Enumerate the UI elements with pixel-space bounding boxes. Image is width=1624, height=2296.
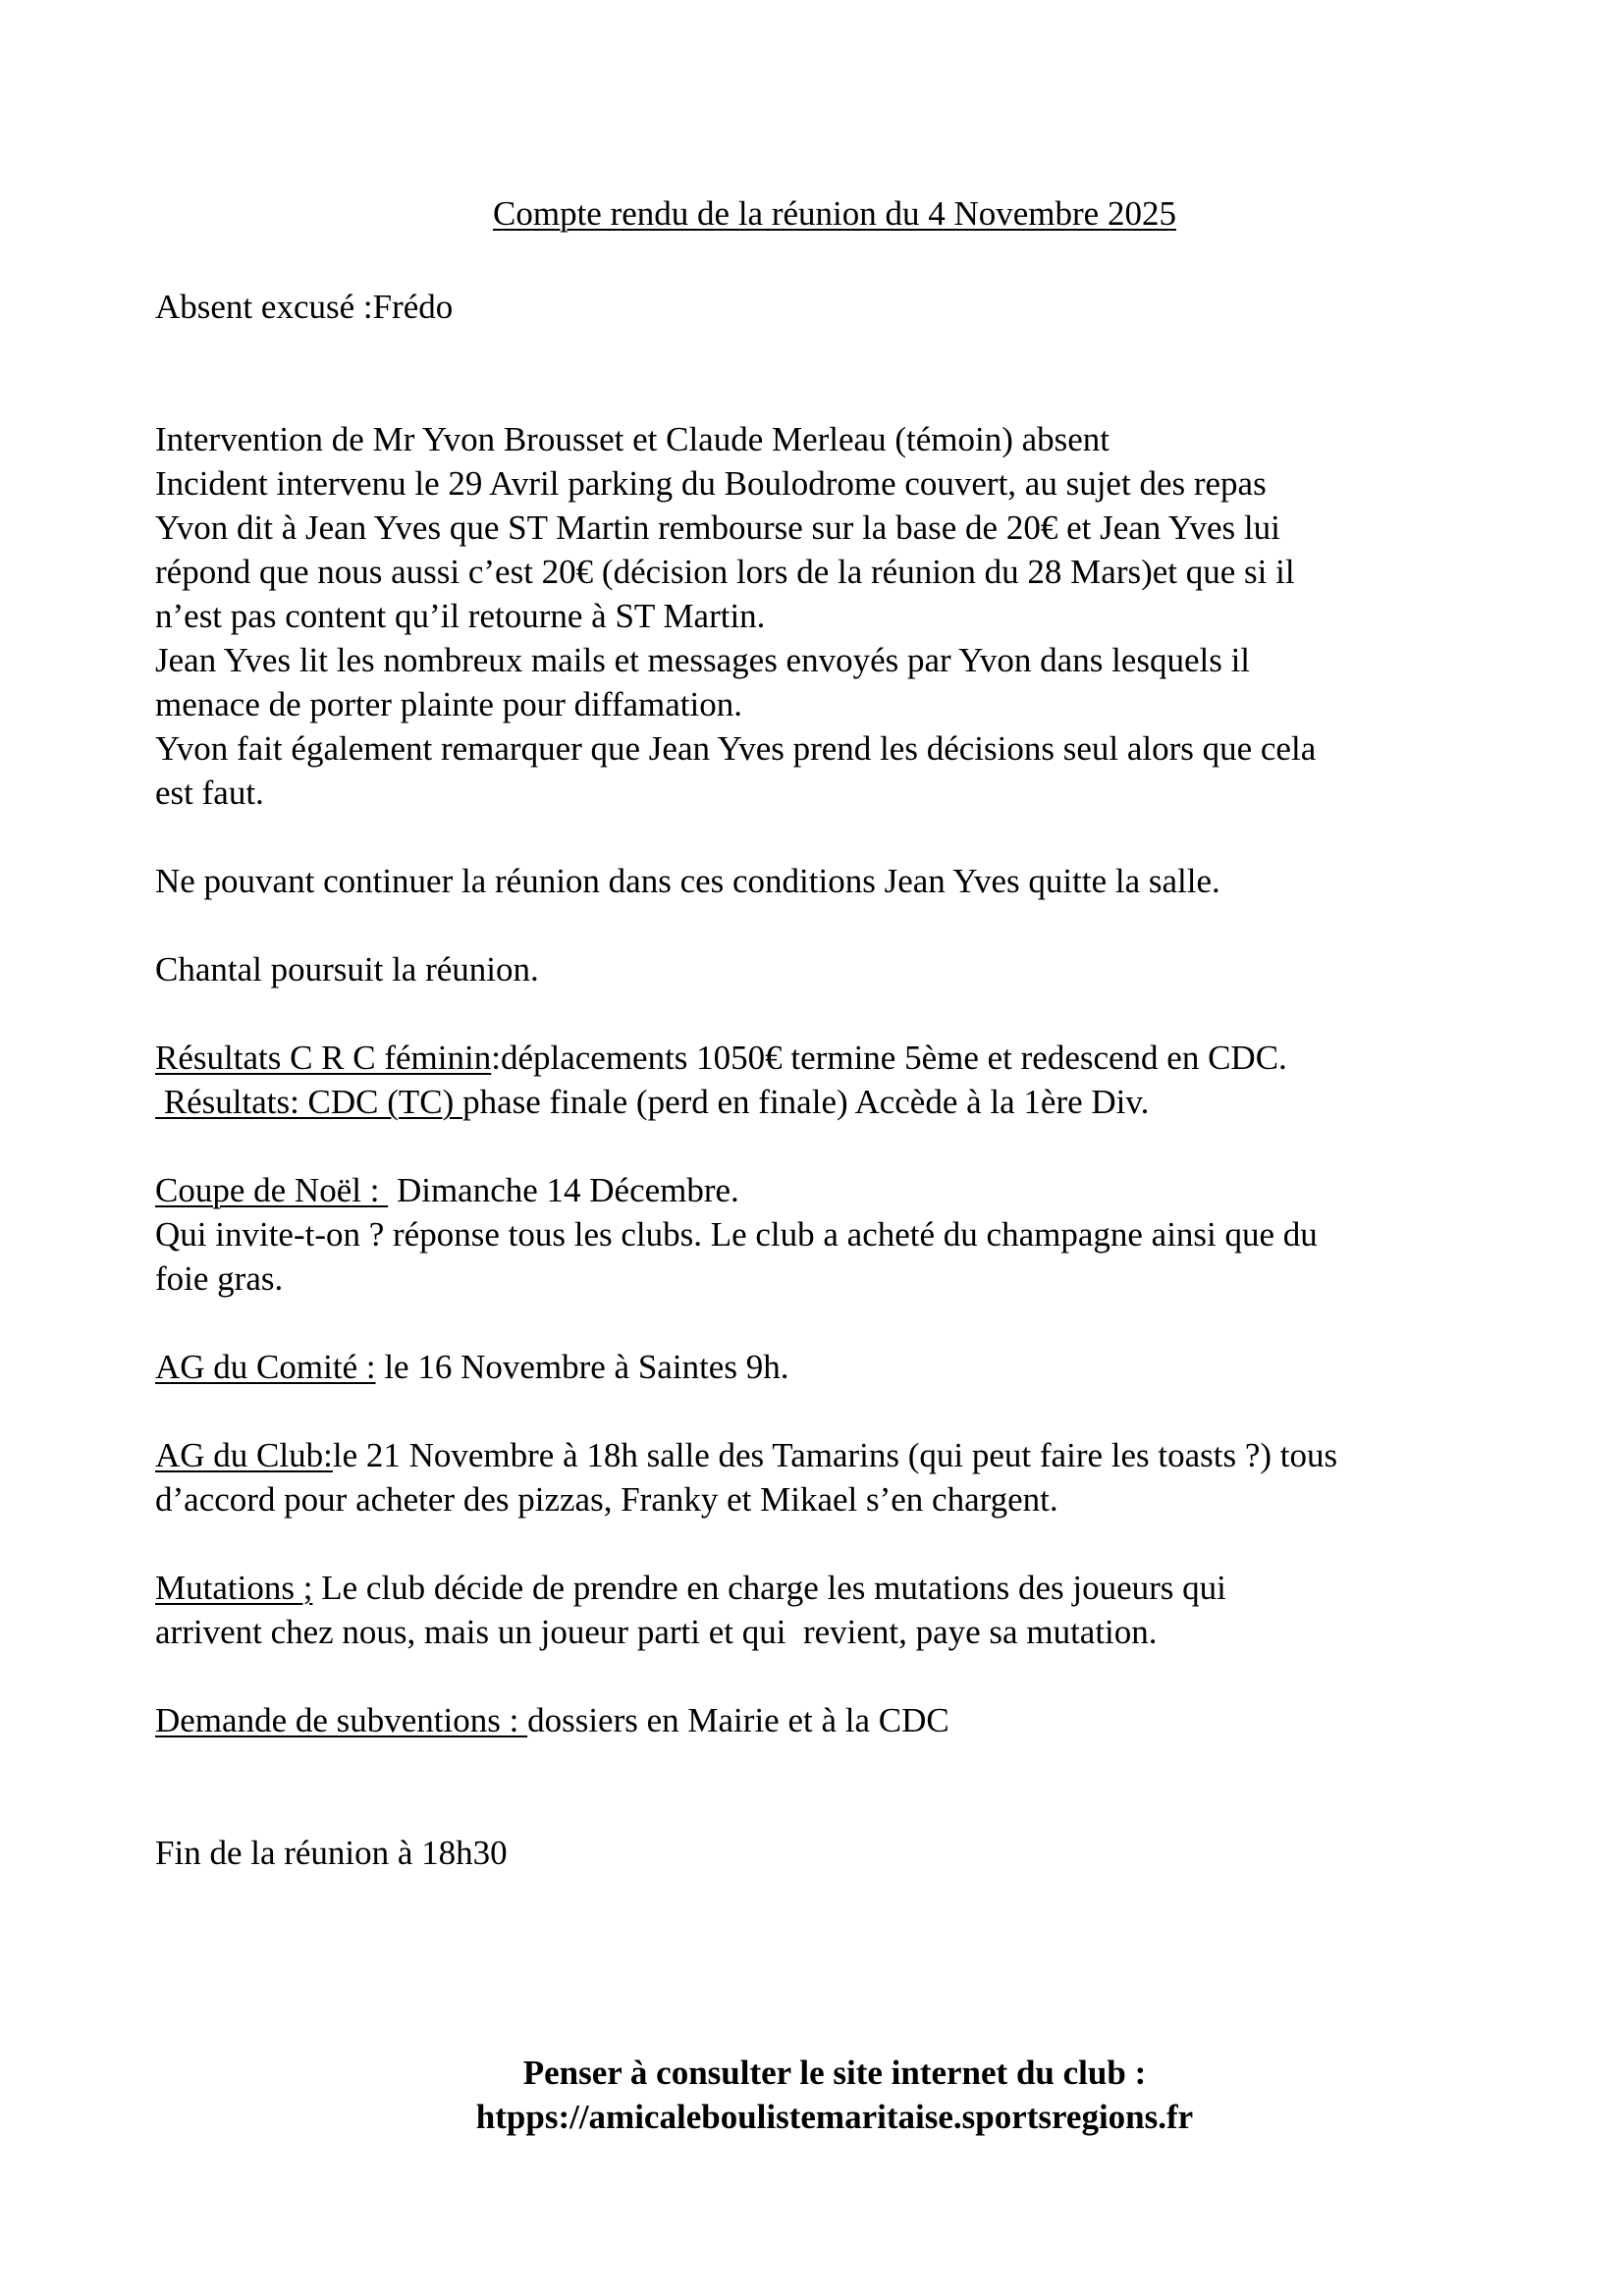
intervention-line-3: Yvon dit à Jean Yves que ST Martin rembourse sur la base de 20€ et Jean Yves lui	[155, 508, 1280, 547]
document-title-text: Compte rendu de la réunion du 4 Novembre 2025	[493, 194, 1176, 233]
coupe-noel-text: Dimanche 14 Décembre.	[388, 1171, 739, 1209]
results-cdc-line	[155, 1080, 1149, 1124]
intervention-line-1: Intervention de Mr Yvon Brousset et Claude Merleau (témoin) absent	[155, 420, 1110, 458]
intervention-line-8: Yvon fait également remarquer que Jean Yves prend les décisions seul alors que cela	[155, 729, 1317, 768]
footer-line-1: Penser à consulter le site internet du club :	[522, 2054, 1147, 2092]
intervention-line-4: répond que nous aussi c’est 20€ (décision lors de la réunion du 28 Mars)et que si il	[155, 553, 1295, 591]
coupe-noel-line	[155, 1168, 739, 1212]
footer-website-link[interactable]: htpps://amicaleboulistemaritaise.sportsregions.fr	[475, 2098, 1194, 2136]
absent-line: Absent excusé :Frédo	[155, 288, 454, 326]
coupe-noel-line-3: foie gras.	[155, 1259, 284, 1298]
ag-club-label: AG du Club:	[155, 1436, 333, 1474]
ag-club-text: le 21 Novembre à 18h salle des Tamarins (qui peut faire les toasts ?) tous	[332, 1436, 1338, 1474]
mutations-label: Mutations ;	[155, 1569, 313, 1607]
chantal-line: Chantal poursuit la réunion.	[155, 950, 539, 988]
intervention-line-6: Jean Yves lit les nombreux mails et messages envoyés par Yvon dans lesquels il	[155, 641, 1251, 679]
subventions-line	[155, 1698, 949, 1742]
ag-club-line	[155, 1433, 1337, 1477]
coupe-noel-label: Coupe de Noël :	[155, 1171, 389, 1209]
mutations-line-2: arrivent chez nous, mais un joueur parti et qui revient, paye sa mutation.	[155, 1613, 1158, 1651]
ag-comite-text: le 16 Novembre à Saintes 9h.	[375, 1348, 789, 1386]
intervention-line-9: est faut.	[155, 774, 264, 812]
mutations-line	[155, 1566, 1226, 1610]
mutations-text: Le club décide de prendre en charge les mutations des joueurs qui	[312, 1569, 1226, 1607]
ag-comite-line	[155, 1345, 788, 1389]
subventions-text: dossiers en Mairie et à la CDC	[527, 1701, 949, 1739]
results-cdc-label: Résultats: CDC (TC)	[155, 1083, 463, 1121]
results-crc-text: :déplacements 1050€ termine 5ème et redescend en CDC.	[491, 1039, 1287, 1077]
ag-comite-label: AG du Comité :	[155, 1348, 376, 1386]
departure-line: Ne pouvant continuer la réunion dans ces conditions Jean Yves quitte la salle.	[155, 862, 1220, 900]
intervention-line-5: n’est pas content qu’il retourne à ST Martin.	[155, 597, 766, 635]
results-cdc-text: phase finale (perd en finale) Accède à la 1ère Div.	[462, 1083, 1150, 1121]
ag-club-line-2: d’accord pour acheter des pizzas, Franky et Mikael s’en chargent.	[155, 1480, 1058, 1519]
intervention-line-2: Incident intervenu le 29 Avril parking du Boulodrome couvert, au sujet des repas	[155, 464, 1267, 503]
subventions-label: Demande de subventions :	[155, 1701, 528, 1739]
intervention-line-7: menace de porter plainte pour diffamation.	[155, 685, 743, 723]
document-title	[0, 192, 1624, 236]
coupe-noel-line-2: Qui invite-t-on ? réponse tous les clubs. Le club a acheté du champagne ainsi que du	[155, 1215, 1318, 1254]
results-crc-label: Résultats C R C féminin	[155, 1039, 492, 1077]
end-line: Fin de la réunion à 18h30	[155, 1834, 508, 1872]
results-crc-line	[155, 1036, 1287, 1080]
